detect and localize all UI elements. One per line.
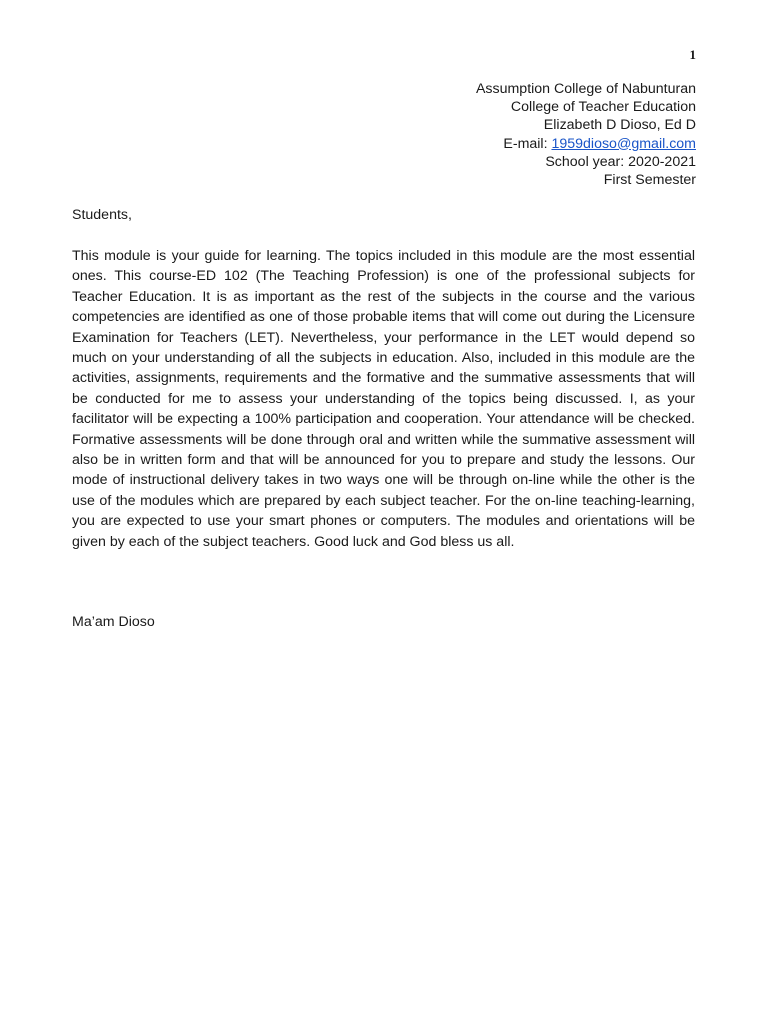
college-name: College of Teacher Education [510, 99, 696, 116]
letter-header [476, 80, 696, 189]
instructor-name: Elizabeth D Dioso, Ed D [543, 117, 696, 134]
page-number: 1 [689, 47, 696, 62]
institution-name: Assumption College of Nabunturan [475, 81, 696, 97]
school-year: School year: 2020-2021 [545, 153, 696, 170]
email-label: E-mail: [503, 135, 552, 152]
email-line [476, 135, 696, 153]
semester: First Semester [603, 172, 696, 189]
email-link[interactable]: 1959dioso@gmail.com [551, 135, 696, 152]
signature: Ma’am Dioso [72, 614, 155, 630]
body-paragraph: This module is your guide for learning. The topics included in this module are the most essential ones. This course-ED 102 (The Teaching Profession) is one of the professional subjects for Teacher Education. It is as important as the rest of the subjects in the course and the various competencies are identified as one of those probable items that will come out during the Licensure Examination for Teachers (LET). Nevertheless, your performance in the LET would depend so much on your understanding of all the subjects in education. Also, included in this module are the activities, assignments, requirements and the formative and the summative assessments that will be conducted for me to assess your understanding of the topics being discussed. I, as your facilitator will be expecting a 100% participation and cooperation. Your attendance will be checked. Formative assessments will be done through oral and written while the summative assessment will also be in written form and that will be announced for you to prepare and study the lessons. Our mode of instructional delivery takes in two ways one will be through on-line while the other is the use of the modules which are prepared by each subject teacher. For the on-line teaching-learning, you are expected to use your smart phones or computers. The modules and orientations will be given by each of the subject teachers. Good luck and God bless us all. [72, 248, 695, 550]
salutation: Students, [72, 207, 132, 223]
